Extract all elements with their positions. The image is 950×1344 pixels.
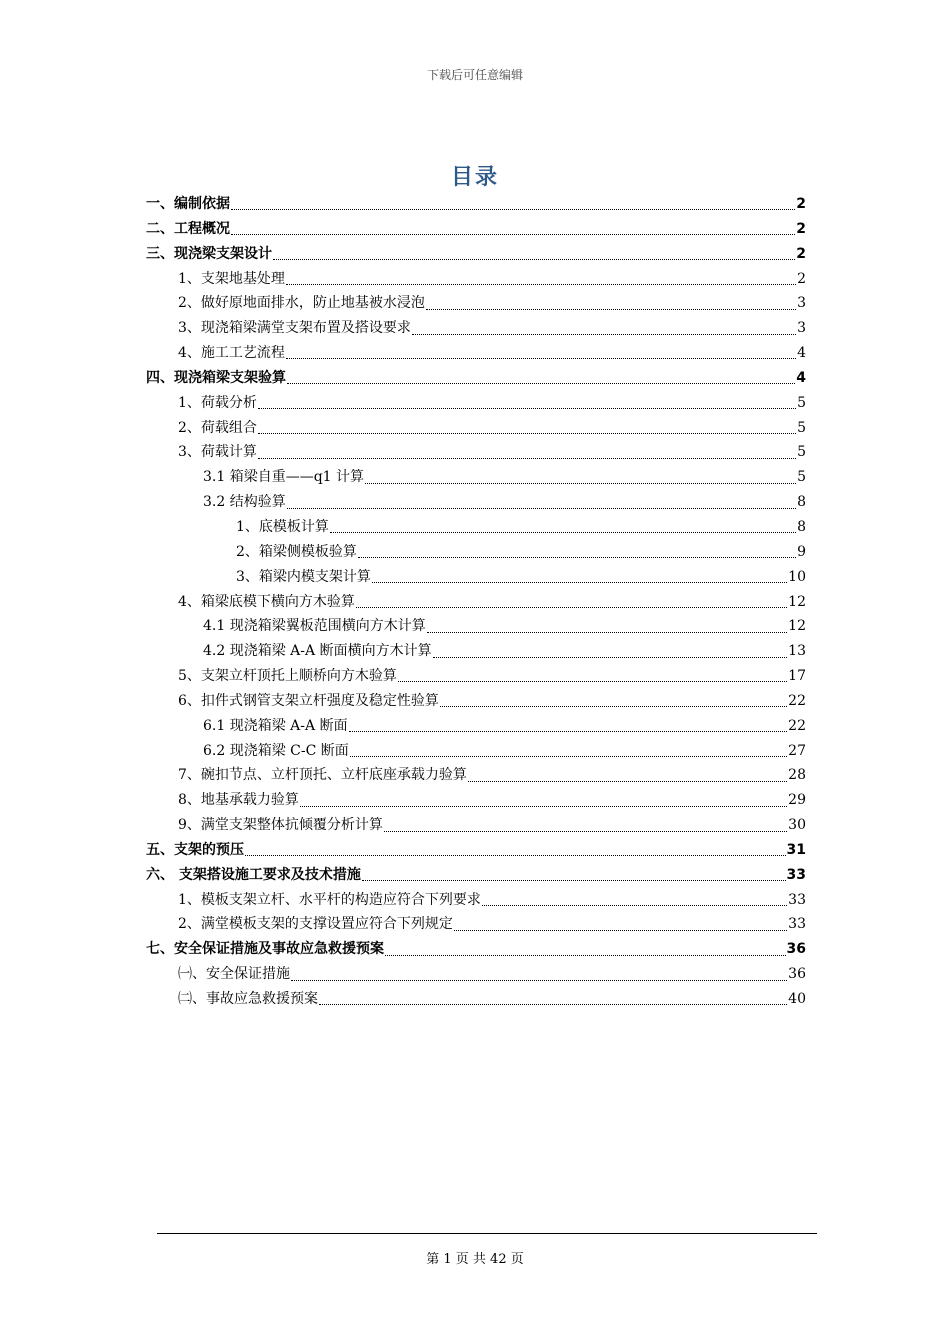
toc-entry-page: 3 xyxy=(797,295,806,312)
toc-entry-label: 8、地基承载力验算 xyxy=(178,792,299,809)
toc-entry-label: 7、碗扣节点、立杆顶托、立杆底座承载力验算 xyxy=(178,767,467,784)
toc-entry[interactable] xyxy=(146,689,806,714)
toc-entry[interactable] xyxy=(146,217,806,242)
toc-leader-dots xyxy=(385,954,786,956)
toc-entry-page: 8 xyxy=(797,494,806,511)
toc-entry-label: 2、满堂模板支架的支撑设置应符合下列规定 xyxy=(178,916,453,933)
toc-entry-page: 27 xyxy=(788,742,806,759)
toc-entry[interactable] xyxy=(146,838,806,863)
toc-leader-dots xyxy=(454,929,787,931)
toc-leader-dots xyxy=(482,904,787,906)
toc-leader-dots xyxy=(365,482,796,484)
toc-entry-label: 1、荷载分析 xyxy=(178,394,257,411)
toc-entry[interactable] xyxy=(146,490,806,515)
toc-entry-label: 二、工程概况 xyxy=(146,220,230,237)
toc-entry[interactable] xyxy=(146,714,806,739)
toc-leader-dots xyxy=(358,556,796,558)
toc-entry-page: 2 xyxy=(796,220,806,237)
toc-entry[interactable] xyxy=(146,341,806,366)
toc-leader-dots xyxy=(412,333,796,335)
toc-entry-page: 22 xyxy=(788,692,806,709)
toc-entry[interactable] xyxy=(146,391,806,416)
toc-leader-dots xyxy=(468,780,787,782)
toc-entry-label: 一、编制依据 xyxy=(146,196,230,212)
toc-leader-dots xyxy=(245,854,786,856)
toc-entry-page: 36 xyxy=(786,941,806,958)
toc-entry[interactable] xyxy=(146,937,806,962)
toc-entry-page: 12 xyxy=(788,618,806,635)
toc-entry-label: 4、箱梁底模下横向方木验算 xyxy=(178,593,355,610)
table-of-contents xyxy=(146,192,806,1012)
toc-entry[interactable] xyxy=(146,863,806,888)
toc-entry-label: 9、满堂支架整体抗倾覆分析计算 xyxy=(178,817,383,834)
toc-entry[interactable] xyxy=(146,739,806,764)
toc-leader-dots xyxy=(286,357,796,359)
toc-leader-dots xyxy=(319,1003,787,1005)
toc-entry-label: ㈠、安全保证措施 xyxy=(178,966,290,983)
toc-entry-label: 2、做好原地面排水，防止地基被水浸泡 xyxy=(178,295,425,312)
toc-entry-label: 6.1 现浇箱梁 A-A 断面 xyxy=(203,717,348,734)
toc-leader-dots xyxy=(300,805,787,807)
toc-entry-label: 6.2 现浇箱梁 C-C 断面 xyxy=(203,742,349,759)
toc-entry[interactable] xyxy=(146,763,806,788)
toc-entry-label: 3.2 结构验算 xyxy=(203,494,286,511)
toc-leader-dots xyxy=(433,656,788,658)
toc-entry[interactable] xyxy=(146,565,806,590)
toc-leader-dots xyxy=(258,407,796,409)
toc-leader-dots xyxy=(372,581,787,583)
toc-leader-dots xyxy=(258,457,796,459)
toc-entry[interactable] xyxy=(146,962,806,987)
footer-divider xyxy=(157,1233,817,1234)
toc-entry[interactable] xyxy=(146,465,806,490)
toc-entry-label: 4、施工工艺流程 xyxy=(178,345,285,362)
toc-leader-dots xyxy=(287,382,795,384)
toc-entry-label: 1、底模板计算 xyxy=(236,518,329,535)
toc-entry[interactable] xyxy=(146,888,806,913)
toc-entry-page: 29 xyxy=(788,792,806,809)
toc-entry-page: 28 xyxy=(788,767,806,784)
toc-entry-page: 5 xyxy=(797,419,806,436)
toc-entry[interactable] xyxy=(146,590,806,615)
toc-entry-label: 六、 支架搭设施工要求及技术措施 xyxy=(146,866,361,883)
toc-entry-page: 12 xyxy=(788,593,806,610)
toc-entry[interactable] xyxy=(146,440,806,465)
toc-leader-dots xyxy=(350,755,787,757)
toc-entry[interactable] xyxy=(146,664,806,689)
toc-entry-label: 4.2 现浇箱梁 A-A 断面横向方木计算 xyxy=(203,643,432,660)
toc-entry[interactable] xyxy=(146,788,806,813)
toc-entry-page: 33 xyxy=(786,866,806,883)
toc-leader-dots xyxy=(384,830,787,832)
toc-entry-page: 3 xyxy=(797,320,806,337)
page-footer: 第 1 页 共 42 页 xyxy=(426,1252,524,1267)
toc-title: 目录 xyxy=(450,165,499,190)
toc-entry-label: 3.1 箱梁自重——q1 计算 xyxy=(203,469,365,486)
toc-entry[interactable] xyxy=(146,912,806,937)
toc-leader-dots xyxy=(427,631,787,633)
toc-leader-dots xyxy=(362,879,786,881)
toc-leader-dots xyxy=(258,432,796,434)
toc-entry[interactable] xyxy=(146,192,806,217)
toc-entry-page: 5 xyxy=(797,469,806,486)
toc-leader-dots xyxy=(273,258,795,260)
toc-entry-label: 4.1 现浇箱梁翼板范围横向方木计算 xyxy=(203,618,426,635)
toc-entry-page: 4 xyxy=(796,369,806,386)
toc-entry-page: 22 xyxy=(788,717,806,734)
toc-entry-label: ㈡、事故应急救援预案 xyxy=(178,991,318,1007)
toc-entry[interactable] xyxy=(146,515,806,540)
toc-entry-page: 33 xyxy=(788,916,806,933)
toc-entry[interactable] xyxy=(146,291,806,316)
toc-leader-dots xyxy=(440,705,787,707)
page-header: 下载后可任意编辑 xyxy=(426,68,523,82)
toc-entry-label: 三、现浇梁支架设计 xyxy=(146,245,272,262)
toc-entry-page: 10 xyxy=(788,568,806,585)
toc-entry-label: 1、模板支架立杆、水平杆的构造应符合下列要求 xyxy=(178,891,481,908)
toc-entry-label: 四、现浇箱梁支架验算 xyxy=(146,369,286,386)
toc-entry-label: 2、荷载组合 xyxy=(178,419,257,436)
toc-entry-page: 5 xyxy=(797,394,806,411)
toc-entry[interactable] xyxy=(146,614,806,639)
toc-entry-page: 36 xyxy=(788,966,806,983)
toc-entry-page: 2 xyxy=(797,270,806,287)
toc-leader-dots xyxy=(398,680,787,682)
toc-entry[interactable] xyxy=(146,987,806,1012)
toc-leader-dots xyxy=(231,208,795,210)
toc-entry-page: 8 xyxy=(797,518,806,535)
toc-leader-dots xyxy=(356,606,787,608)
toc-leader-dots xyxy=(330,531,796,533)
toc-entry-label: 3、箱梁内模支架计算 xyxy=(236,568,371,585)
toc-entry-page: 4 xyxy=(797,345,806,362)
toc-entry[interactable] xyxy=(146,267,806,292)
toc-entry-label: 6、扣件式钢管支架立杆强度及稳定性验算 xyxy=(178,692,439,709)
toc-entry[interactable] xyxy=(146,242,806,267)
toc-entry[interactable] xyxy=(146,639,806,664)
toc-entry-page: 2 xyxy=(796,245,806,262)
toc-leader-dots xyxy=(291,979,787,981)
toc-entry-page: 2 xyxy=(796,196,806,212)
toc-entry-label: 七、安全保证措施及事故应急救援预案 xyxy=(146,941,384,958)
toc-entry-page: 33 xyxy=(788,891,806,908)
toc-entry[interactable] xyxy=(146,316,806,341)
toc-entry-label: 5、支架立杆顶托上顺桥向方木验算 xyxy=(178,668,397,685)
toc-entry-page: 31 xyxy=(786,841,806,858)
toc-entry-label: 2、箱梁侧模板验算 xyxy=(236,543,357,560)
toc-entry-page: 5 xyxy=(797,444,806,461)
toc-entry-page: 40 xyxy=(788,991,806,1007)
toc-entry-page: 13 xyxy=(788,643,806,660)
toc-entry[interactable] xyxy=(146,366,806,391)
toc-entry[interactable] xyxy=(146,540,806,565)
toc-entry[interactable] xyxy=(146,813,806,838)
toc-leader-dots xyxy=(287,507,796,509)
toc-entry-page: 30 xyxy=(788,817,806,834)
toc-entry-label: 五、支架的预压 xyxy=(146,841,244,858)
toc-entry[interactable] xyxy=(146,416,806,441)
toc-leader-dots xyxy=(286,283,796,285)
toc-entry-label: 3、现浇箱梁满堂支架布置及搭设要求 xyxy=(178,320,411,337)
toc-leader-dots xyxy=(349,730,788,732)
toc-entry-page: 17 xyxy=(788,668,806,685)
toc-entry-label: 1、支架地基处理 xyxy=(178,270,285,287)
toc-entry-page: 9 xyxy=(797,543,806,560)
toc-entry-label: 3、荷载计算 xyxy=(178,444,257,461)
toc-leader-dots xyxy=(426,308,796,310)
toc-leader-dots xyxy=(231,233,795,235)
